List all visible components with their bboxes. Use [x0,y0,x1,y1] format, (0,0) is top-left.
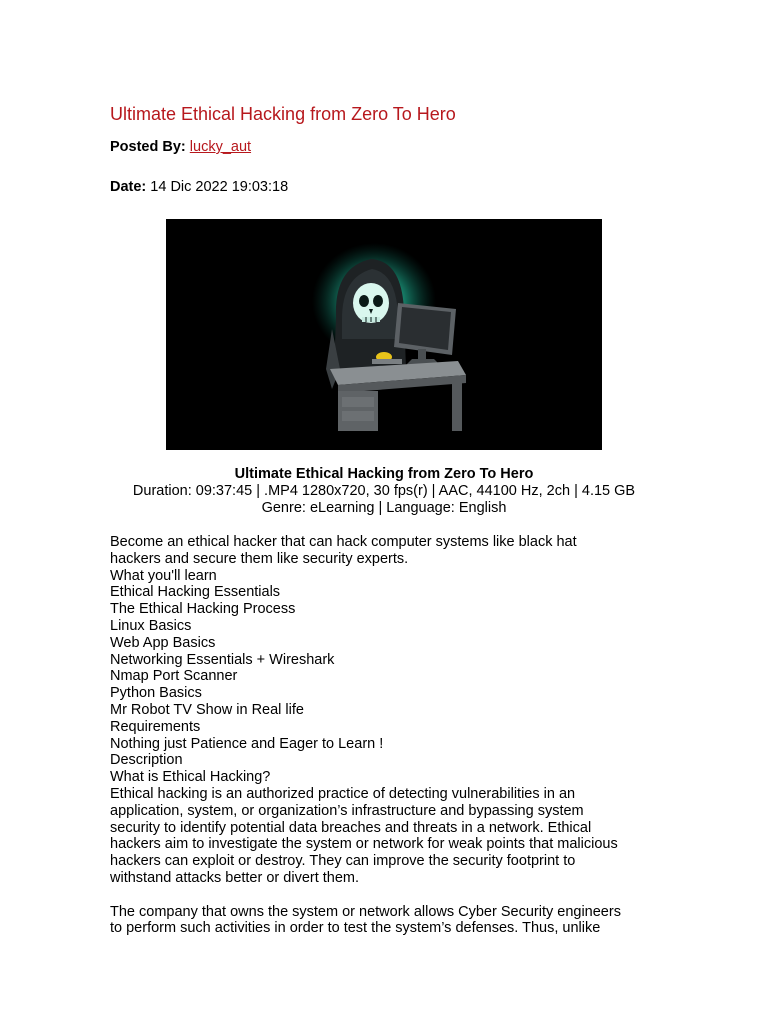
learn-item: Python Basics [110,685,202,702]
posted-by [110,139,251,155]
article-body [110,534,670,937]
paragraph-line: Ethical hacking is an authorized practice of detecting vulnerabilities in an [110,785,576,802]
description-heading: Description [110,752,183,769]
learn-item: Nmap Port Scanner [110,668,238,685]
paragraph-line: withstand attacks better or divert them. [110,869,360,886]
what-is-heading: What is Ethical Hacking? [110,769,271,786]
date-label: Date: [110,179,147,195]
video-summary [0,466,768,517]
intro-line: Become an ethical hacker that can hack computer systems like black hat [110,534,577,550]
author-link[interactable]: lucky_aut [189,139,252,155]
paragraph-line: to perform such activities in order to test the system’s defenses. Thus, unlike [110,920,601,937]
paragraph-line: security to identify potential data breaches and threats in a network. Ethical [110,819,592,836]
paragraph-gap [110,887,670,904]
summary-duration: Duration: 09:37:45 | .MP4 1280x720, 30 fps(r) | AAC, 44100 Hz, 2ch | 4.15 GB [132,483,636,499]
learn-item: Linux Basics [110,617,192,634]
paragraph-line: hackers aim to investigate the system or network for weak points that malicious [110,836,618,853]
date-value: 14 Dic 2022 19:03:18 [150,179,289,195]
learn-item: Ethical Hacking Essentials [110,584,281,601]
paragraph-line: hackers can exploit or destroy. They can improve the security footprint to [110,853,576,870]
post-date [110,179,288,195]
paragraph-line: The company that owns the system or network allows Cyber Security engineers [110,903,621,920]
learn-item: Networking Essentials + Wireshark [110,651,335,668]
learn-item: Mr Robot TV Show in Real life [110,701,304,718]
paragraph-line: application, system, or organization’s infrastructure and bypassing system [110,802,584,819]
requirements-text: Nothing just Patience and Eager to Learn ! [110,735,384,752]
article-title: Ultimate Ethical Hacking from Zero To Hero [110,104,456,124]
learn-heading: What you'll learn [110,567,217,584]
learn-item: Web App Basics [110,634,216,651]
hacker-illustration [166,219,602,450]
posted-by-label: Posted By: [110,139,186,155]
summary-title: Ultimate Ethical Hacking from Zero To Hero [234,466,534,482]
learn-item: The Ethical Hacking Process [110,601,296,618]
intro-line: hackers and secure them like security experts. [110,550,409,567]
hero-image [166,219,602,450]
requirements-heading: Requirements [110,718,201,735]
summary-genre: Genre: eLearning | Language: English [261,500,507,516]
